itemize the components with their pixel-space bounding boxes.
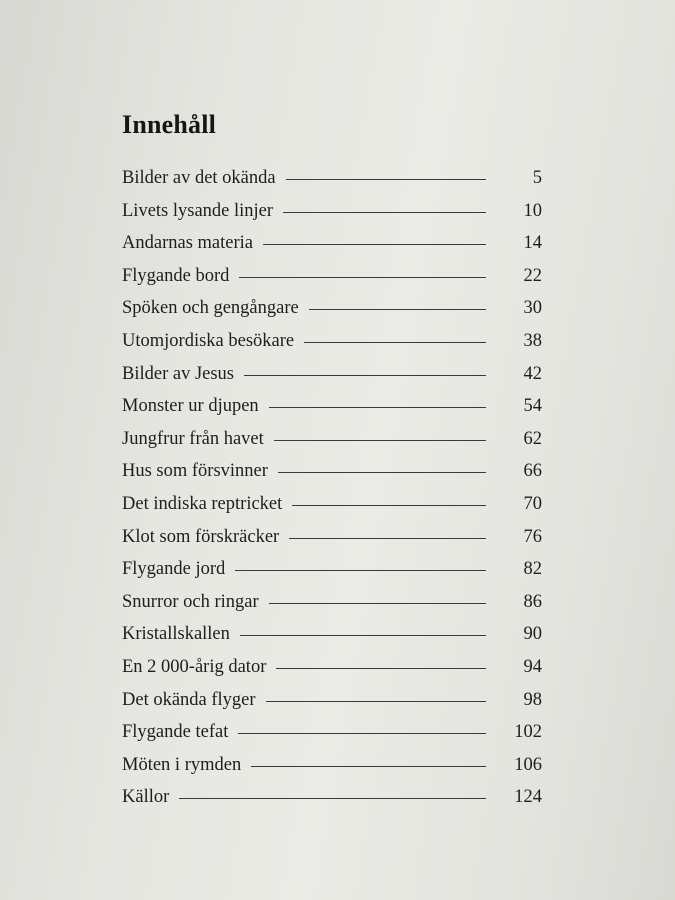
- toc-entry-title: En 2 000-årig dator: [122, 656, 267, 677]
- toc-entry: [122, 429, 552, 462]
- toc-entry-page-number: 5: [532, 168, 542, 188]
- toc-entry-title: Livets lysande linjer: [122, 200, 274, 221]
- toc-leader-line: [240, 635, 486, 636]
- toc-entry-page-number: 42: [523, 363, 542, 384]
- toc-leader-line: [251, 766, 486, 767]
- toc-entry: [122, 559, 552, 592]
- toc-leader-line: [238, 733, 486, 734]
- toc-entry-page-number: 86: [523, 591, 542, 612]
- toc-entry-title: Utomjordiska besökare: [122, 330, 295, 351]
- toc-leader-line: [289, 538, 486, 539]
- toc-entry-page-number: 70: [523, 493, 542, 514]
- toc-entry-page-number: 14: [523, 233, 542, 254]
- toc-entry-title: Möten i rymden: [122, 754, 242, 775]
- toc-entry-title: Monster ur djupen: [122, 396, 259, 417]
- toc-entry-title: Flygande jord: [122, 559, 226, 580]
- toc-entry-title: Snurror och ringar: [122, 591, 259, 612]
- toc-entry: [122, 461, 552, 494]
- toc-entry-title: Flygande bord: [122, 265, 230, 286]
- toc-entry-page-number: 22: [523, 265, 542, 286]
- toc-entry: [122, 168, 552, 201]
- toc-entry-page-number: 54: [523, 396, 542, 417]
- toc-entry-title: Hus som försvinner: [122, 461, 268, 482]
- toc-entry-title: Källor: [122, 787, 170, 808]
- toc-entry: [122, 396, 552, 429]
- toc-entry-title: Kristallskallen: [122, 624, 230, 645]
- toc-entry-title: Andarnas materia: [122, 233, 253, 254]
- toc-entry: [122, 364, 552, 397]
- toc-entry: [122, 657, 552, 690]
- toc-entry-title: Jungfrur från havet: [122, 428, 264, 449]
- toc-entry: [122, 592, 552, 625]
- toc-entry: [122, 624, 552, 657]
- toc-leader-line: [269, 407, 486, 408]
- toc-entry: [122, 233, 552, 266]
- toc-leader-line: [179, 798, 486, 799]
- page-title: Innehåll: [122, 110, 217, 139]
- table-of-contents: [122, 168, 552, 820]
- toc-leader-line: [239, 277, 486, 278]
- toc-entry-page-number: 66: [523, 461, 542, 482]
- toc-leader-line: [283, 212, 486, 213]
- toc-entry-page-number: 90: [523, 624, 542, 645]
- toc-entry-page-number: 62: [523, 428, 542, 449]
- toc-entry-page-number: 106: [514, 754, 542, 775]
- toc-leader-line: [235, 570, 486, 571]
- toc-entry: [122, 494, 552, 527]
- toc-entry-page-number: 82: [523, 559, 542, 580]
- toc-leader-line: [244, 375, 486, 376]
- toc-entry: [122, 331, 552, 364]
- toc-leader-line: [274, 440, 486, 441]
- toc-entry-page-number: 76: [523, 526, 542, 547]
- toc-entry: [122, 787, 552, 820]
- toc-entry-page-number: 30: [523, 298, 542, 319]
- toc-entry: [122, 201, 552, 234]
- toc-entry: [122, 298, 552, 331]
- toc-entry: [122, 722, 552, 755]
- toc-entry-page-number: 124: [514, 787, 542, 808]
- toc-entry: [122, 266, 552, 299]
- toc-leader-line: [266, 701, 486, 702]
- toc-entry-title: Det okända flyger: [122, 689, 256, 710]
- toc-entry-title: Spöken och gengångare: [122, 298, 299, 319]
- toc-leader-line: [304, 342, 486, 343]
- toc-entry-page-number: 38: [523, 330, 542, 351]
- toc-entry-page-number: 98: [523, 689, 542, 710]
- toc-entry-title: Det indiska reptricket: [122, 493, 283, 514]
- toc-entry-title: Klot som förskräcker: [122, 526, 280, 547]
- toc-leader-line: [292, 505, 486, 506]
- toc-entry-page-number: 94: [523, 656, 542, 677]
- toc-leader-line: [269, 603, 486, 604]
- toc-leader-line: [286, 179, 486, 180]
- toc-leader-line: [263, 244, 486, 245]
- toc-leader-line: [278, 472, 486, 473]
- toc-entry: [122, 690, 552, 723]
- toc-entry-title: Bilder av det okända: [122, 168, 276, 188]
- toc-entry: [122, 527, 552, 560]
- toc-entry-page-number: 102: [514, 722, 542, 743]
- toc-entry-page-number: 10: [523, 200, 542, 221]
- toc-entry: [122, 755, 552, 788]
- toc-leader-line: [276, 668, 486, 669]
- toc-entry-title: Bilder av Jesus: [122, 363, 235, 384]
- toc-leader-line: [309, 309, 486, 310]
- toc-entry-title: Flygande tefat: [122, 722, 229, 743]
